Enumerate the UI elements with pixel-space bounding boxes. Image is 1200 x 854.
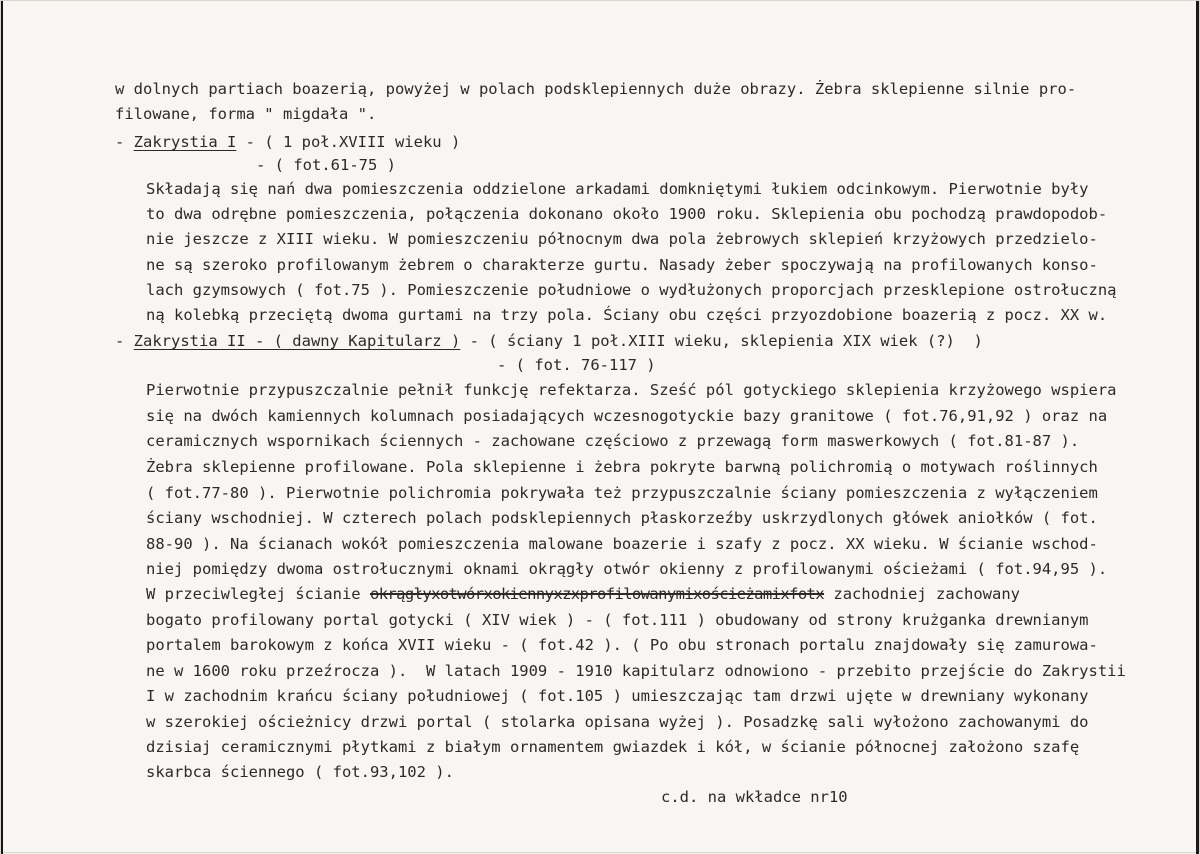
- heading-dash: -: [115, 133, 134, 151]
- scan-edge-right: [1196, 1, 1199, 854]
- text-line: w dolnych partiach boazerią, powyżej w polach podsklepiennych duże obrazy. Żebra sklepienne silnie pro-: [115, 80, 1077, 98]
- text-line: Żebra sklepienne profilowane. Pola sklepienne i żebra pokryte barwną polichromią o motywach roślinnych: [146, 458, 1098, 476]
- section-heading-zakrystia-2: [115, 329, 983, 354]
- photo-reference: - ( fot.61-75 ): [256, 156, 396, 174]
- text-line: bogato profilowany portal gotycki ( XIV wiek ) - ( fot.111 ) obudowany od strony krużganka drewnianym: [146, 611, 1089, 629]
- text-line-with-strikeout: [146, 582, 1020, 607]
- continuation-note: c.d. na wkładce nr10: [661, 788, 848, 806]
- heading-date: - ( 1 poł.XVIII wieku ): [236, 133, 461, 151]
- text-line: Pierwotnie przypuszczalnie pełnił funkcję refektarza. Sześć pól gotyckiego sklepienia krzyżowego wspiera: [146, 381, 1117, 399]
- section-heading-zakrystia-1: [115, 130, 460, 155]
- text-line: I w zachodnim krańcu ściany południowej ( fot.105 ) umieszczając tam drzwi ujęte w drewniany wykonany: [146, 687, 1089, 705]
- text-line: ceramicznych wspornikach ściennych - zachowane częściowo z przewagą form maswerkowych ( fot.81-87 ).: [146, 432, 1080, 450]
- text-line: w szerokiej ościeżnicy drzwi portal ( stolarka opisana wyżej ). Posadzkę sali wyłożono zachowanymi do: [146, 713, 1089, 731]
- text-line: ne są szeroko profilowanym żebrem o charakterze gurtu. Nasady żeber spoczywają na profilowanych konso-: [146, 256, 1098, 274]
- heading-dash: -: [115, 332, 134, 350]
- text-line: portalem barokowym z końca XVII wieku - ( fot.42 ). ( Po obu stronach portalu znajdowały się zamurowa-: [146, 636, 1098, 654]
- heading-title: Zakrystia I: [133, 133, 237, 151]
- heading-date: - ( ściany 1 poł.XIII wieku, sklepienia XIX wiek (?) ): [460, 332, 983, 350]
- text-line: ne w 1600 roku przeźrocza ). W latach 1909 - 1910 kapitularz odnowiono - przebito przejście do Zakrystii: [146, 662, 1126, 680]
- heading-title: Zakrystia II - ( dawny Kapitularz ): [133, 332, 461, 350]
- text-line: filowane, forma " migdała ".: [115, 105, 377, 123]
- text-line: 88-90 ). Na ścianach wokół pomieszczenia malowane boazerie i szafy z pocz. XX wieku. W ścianie wschod-: [146, 535, 1098, 553]
- text-line: się na dwóch kamiennych kolumnach posiadających wczesnogotyckie bazy granitowe ( fot.76,91,92 ) oraz na: [146, 407, 1108, 425]
- line-start: W przeciwległej ścianie: [146, 585, 370, 603]
- struck-out-text: okrągłyxotwórxokiennyxzxprofilowanymixościeżamixfotx: [369, 585, 825, 603]
- text-line: dzisiaj ceramicznymi płytkami z białym ornamentem gwiazdek i kół, w ścianie północnej założono szafę: [146, 738, 1080, 756]
- text-line: ściany wschodniej. W czterech polach podsklepiennych płaskorzeźby uskrzydlonych główek aniołków ( fot.: [146, 509, 1098, 527]
- text-line: nie jeszcze z XIII wieku. W pomieszczeniu północnym dwa pola żebrowych sklepień krzyżowych przedzielo-: [146, 230, 1098, 248]
- text-line: Składają się nań dwa pomieszczenia oddzielone arkadami domkniętymi łukiem odcinkowym. Pierwotnie były: [146, 180, 1089, 198]
- text-line: lach gzymsowych ( fot.75 ). Pomieszczenie południowe o wydłużonych proporcjach przesklepione ostrołuczną: [146, 281, 1117, 299]
- scan-edge-left: [1, 1, 3, 854]
- text-line: ( fot.77-80 ). Pierwotnie polichromia pokrywała też przypuszczalnie ściany pomieszczenia z wyłączeniem: [146, 484, 1098, 502]
- text-line: ną kolebką przeciętą dwoma gurtami na trzy pola. Ściany obu części przyozdobione boazerią z pocz. XX w.: [146, 306, 1108, 324]
- text-line: niej pomiędzy dwoma ostrołucznymi oknami okrągły otwór okienny z profilowanymi ościeżami ( fot.94,95 ).: [146, 560, 1108, 578]
- line-end: zachodniej zachowany: [824, 585, 1020, 603]
- photo-reference: - ( fot. 76-117 ): [497, 356, 656, 374]
- text-line: skarbca ściennego ( fot.93,102 ).: [146, 763, 454, 781]
- text-line: to dwa odrębne pomieszczenia, połączenia dokonano około 1900 roku. Sklepienia obu pochodzą prawdopodob-: [146, 205, 1108, 223]
